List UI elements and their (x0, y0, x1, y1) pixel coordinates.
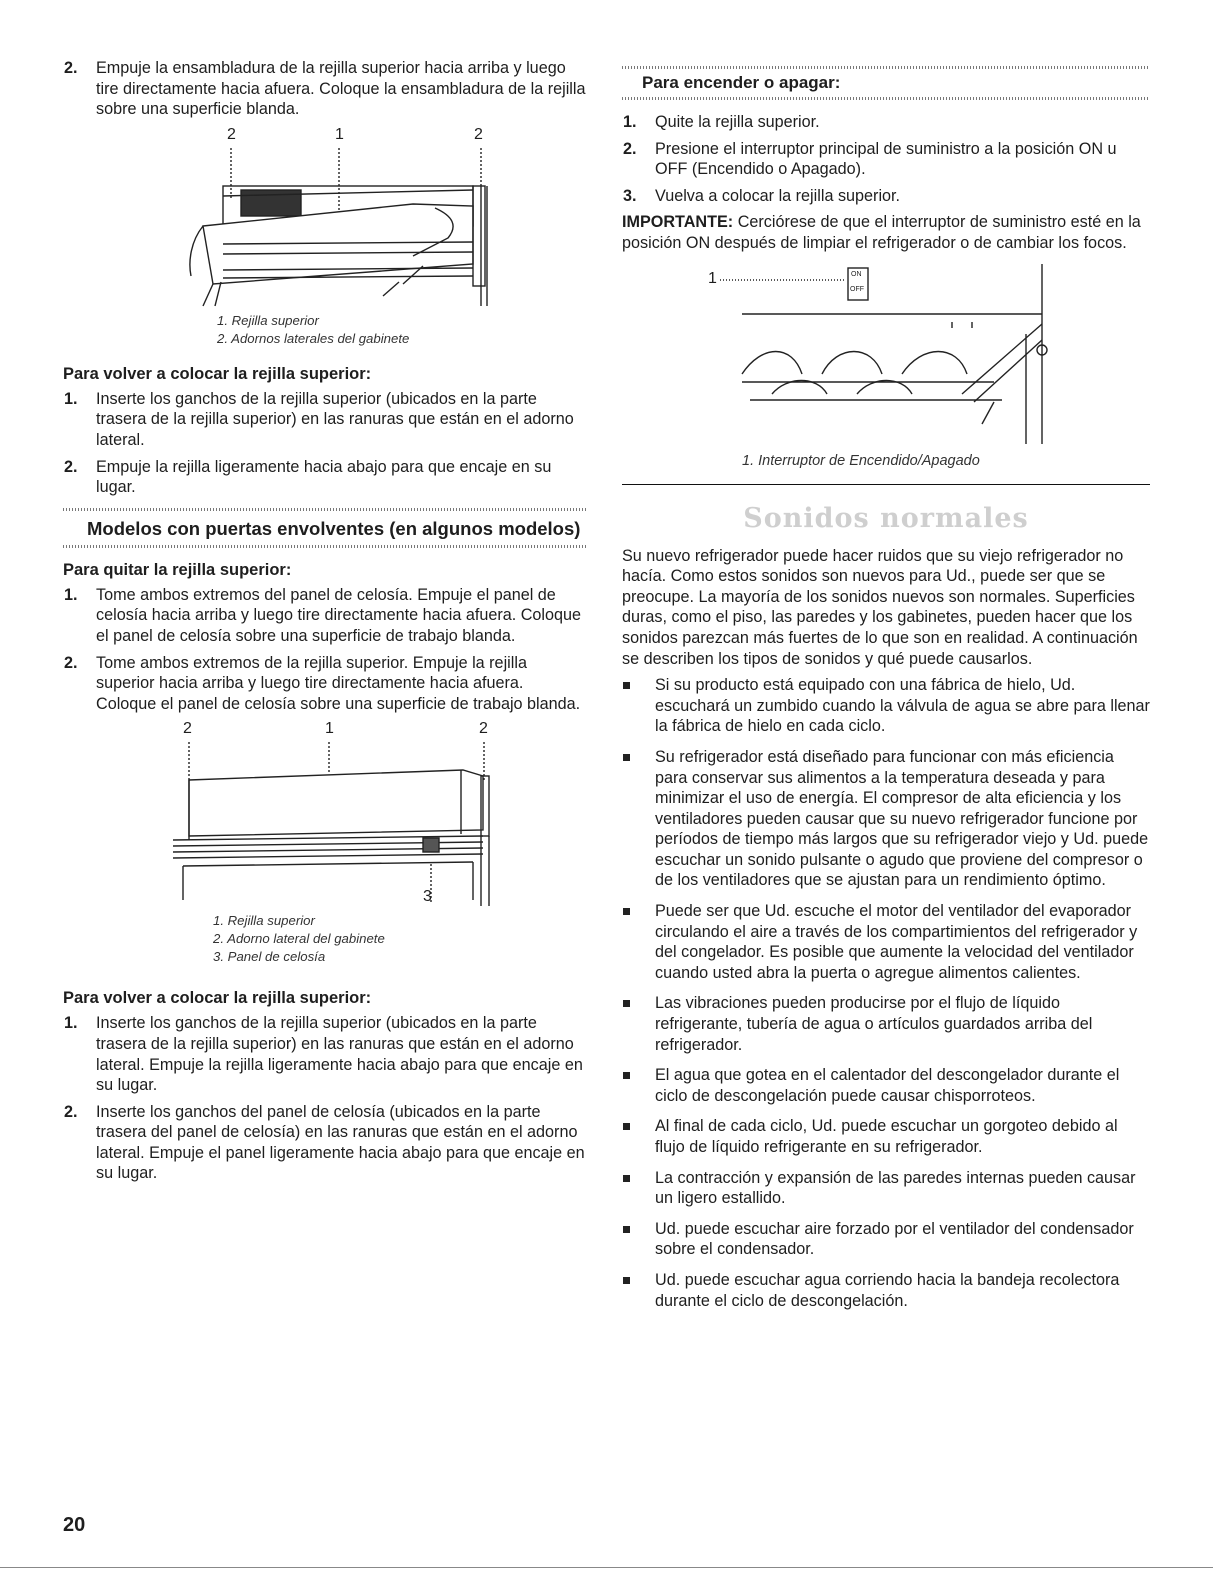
step-item: 1. Tome ambos extremos del panel de celosía. Empuje el panel de celosía hacia arriba y luego tire directamente hacia afuera. Coloque el panel de celosía sobre una superficie de trabajo blanda. (64, 585, 582, 645)
step-item: 3. Vuelva a colocar la rejilla superior. (623, 186, 901, 205)
list-item: El agua que gotea en el calentador del descongelador durante el ciclo de descongelación puede causar chisporroteos. (622, 1065, 1150, 1106)
bullet-square-icon (623, 1277, 630, 1284)
remove-grille-heading: Para quitar la rejilla superior: (63, 560, 292, 579)
switch-off-label: OFF (850, 285, 864, 293)
dotted-rule (63, 508, 588, 511)
grille-removal-steps-continued (63, 58, 588, 120)
bullet-square-icon (623, 1175, 630, 1182)
step-item: 2. Tome ambos extremos de la rejilla superior. Empuje la rejilla superior hacia arriba y luego tire directamente hacia afuera. Coloque el panel de celosía sobre una superficie de trabajo blanda. (64, 653, 581, 713)
bullet-square-icon (623, 682, 630, 689)
dotted-rule (622, 97, 1150, 100)
normal-sounds-title: Sonidos normales (743, 502, 1029, 534)
replace-grille-heading: Para volver a colocar la rejilla superior: (63, 364, 372, 383)
section-divider (622, 484, 1150, 485)
remove-grille-steps (63, 585, 588, 715)
callout-label: 1 (335, 125, 344, 143)
bullet-square-icon (623, 908, 630, 915)
dotted-rule (63, 545, 588, 548)
normal-sounds-list (622, 675, 1150, 1311)
step-item: 2. Empuje la ensambladura de la rejilla superior hacia arriba y luego tire directamente hacia afuera. Coloque la ensambladura de la rejilla sobre una superficie blanda. (64, 59, 586, 119)
power-switch-illustration (622, 264, 1150, 444)
callout-label: 1 (325, 720, 334, 738)
figure-caption: 1. Rejilla superior 2. Adorno lateral del gabinete 3. Panel de celosía (213, 913, 385, 965)
step-item: 2. Presione el interruptor principal de suministro a la posición ON u OFF (Encendido o Apagado). (623, 139, 1117, 179)
replace-grille-steps-2 (63, 1013, 588, 1184)
grille-removal-figure (63, 126, 588, 356)
step-item: 1. Quite la rejilla superior. (623, 113, 820, 131)
callout-label: 2 (227, 125, 236, 143)
bullet-square-icon (623, 1000, 630, 1007)
power-steps (622, 112, 1150, 206)
figure-caption: 1. Rejilla superior 2. Adornos laterales del gabinete (217, 312, 410, 346)
louver-panel-figure (63, 720, 588, 982)
left-column (63, 58, 588, 1190)
footer-rule (0, 1567, 1213, 1568)
list-item: Las vibraciones pueden producirse por el flujo de líquido refrigerante, tubería de agua o artículos guardados arriba del refrigerador. (622, 993, 1150, 1055)
normal-sounds-intro: Su nuevo refrigerador puede hacer ruidos que su viejo refrigerador no hacía. Como estos sonidos son nuevos para Ud., puede ser que se preocupe. La mayoría de los sonidos nuevos son normales. Superficies duras, como el piso, las paredes y los gabinetes, pueden hacer que los sonidos parezcan más fuertes de lo que son en realidad. A continuación se describen los tipos de sonidos y qué puede causarlos. (622, 546, 1138, 668)
list-item: Al final de cada ciclo, Ud. puede escuchar un gorgoteo debido al flujo de líquido refrigerante en su refrigerador. (622, 1116, 1150, 1157)
replace-grille-heading-2: Para volver a colocar la rejilla superior: (63, 989, 372, 1008)
power-section-heading: Para encender o apagar: (622, 66, 1150, 100)
power-switch-figure (622, 264, 1150, 474)
callout-label: 2 (479, 720, 488, 738)
callout-label: 2 (474, 125, 483, 143)
right-column (622, 66, 1150, 1321)
figure-caption: 1. Interruptor de Encendido/Apagado (742, 452, 980, 469)
important-note: IMPORTANTE: Cerciórese de que el interruptor de suministro esté en la posición ON después de limpiar el refrigerador o de cambiar los focos. (622, 213, 1141, 252)
list-item: Si su producto está equipado con una fábrica de hielo, Ud. escuchará un zumbido cuando la válvula de agua se abre para llenar la fábrica de hielo en cada ciclo. (622, 675, 1150, 737)
bullet-square-icon (623, 1072, 630, 1079)
bullet-square-icon (623, 1123, 630, 1130)
louver-panel-illustration (63, 740, 588, 910)
callout-label: 2 (183, 720, 192, 738)
grille-illustration (63, 146, 588, 326)
list-item: Su refrigerador está diseñado para funcionar con más eficiencia para conservar sus alimentos a la temperatura deseada y para minimizar el uso de energía. El compresor de alta eficiencia y los ventiladores pueden causar que su nuevo refrigerador funcione por períodos de tiempo más largos que su refrigerador viejo y Ud. puede escuchar un sonido pulsante o agudo que proviene del compresor o de los ventiladores que se ajustan para un rendimiento óptimo. (622, 747, 1150, 891)
list-item: La contracción y expansión de las paredes internas pueden causar un ligero estallido. (622, 1168, 1150, 1209)
bullet-square-icon (623, 1226, 630, 1233)
wraparound-doors-section-heading: Modelos con puertas envolventes (en algunos modelos) (63, 508, 588, 548)
replace-grille-steps (63, 389, 588, 498)
step-item: 2. Empuje la rejilla ligeramente hacia abajo para que encaje en su lugar. (64, 457, 552, 497)
step-item: 1. Inserte los ganchos de la rejilla superior (ubicados en la parte trasera de la rejilla superior) en las ranuras que están en el adorno lateral. (64, 389, 574, 449)
dotted-rule (622, 66, 1150, 69)
list-item: Ud. puede escuchar aire forzado por el ventilador del condensador sobre el condensador. (622, 1219, 1150, 1260)
callout-label: 3 (423, 888, 432, 906)
page-number: 20 (63, 1514, 86, 1536)
step-item: 2. Inserte los ganchos del panel de celosía (ubicados en la parte trasera del panel de celosía) en las ranuras que están en el adorno lateral. Empuje el panel ligeramente hacia abajo para que encaje en su lugar. (64, 1102, 585, 1183)
switch-on-label: ON (851, 270, 862, 278)
list-item: Puede ser que Ud. escuche el motor del ventilador del evaporador circulando el aire a través de los compartimientos del refrigerador y del congelador. Es posible que aumente la velocidad del ventilador cuando usted abra la puerta o agregue alimentos calientes. (622, 901, 1150, 983)
callout-label: 1 (708, 269, 717, 287)
list-item: Ud. puede escuchar agua corriendo hacia la bandeja recolectora durante el ciclo de descongelación. (622, 1270, 1150, 1311)
step-item: 1. Inserte los ganchos de la rejilla superior (ubicados en la parte trasera de la rejilla superior) en las ranuras que están en el adorno lateral. Empuje la rejilla ligeramente hacia abajo para que encaje en su lugar. (64, 1014, 583, 1095)
bullet-square-icon (623, 754, 630, 761)
